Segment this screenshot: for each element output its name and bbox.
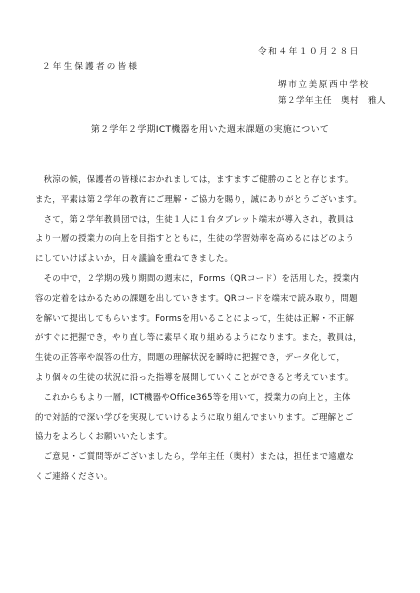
body-line: さて，第２学年教員団では，生徒１人に１台タブレット端末が導入され，教員は [35, 213, 355, 224]
sender-author: 第２学年主任 奥村 雅人 [278, 96, 386, 106]
letter-date: 令和４年１０月２８日 [258, 47, 360, 57]
body-line: 秋涼の候，保護者の皆様におかれましては，ますますご健勝のことと存じます。 [35, 174, 354, 184]
body-line: ご意見・ご質問等がございましたら，学年主任（奥村）または，担任まで遠慮な [35, 451, 355, 462]
body-line: また，平素は第２学年の教育にご理解・ご協力を賜り，誠にありがとうございます。 [35, 193, 363, 204]
letter-title: 第２学年２学期ICT機器を用いた週末課題の実施について [90, 125, 330, 135]
body-line: を解いて提出してもらいます。Formsを用いることによって，生徒は正解・不正解 [35, 312, 355, 323]
body-line: より一層の授業力の向上を目指すとともに，生徒の学習効率を高めるにはどのよう [35, 233, 355, 244]
body-line: がすぐに把握でき，やり直し等に素早く取り組めるようになります。また，教員は， [35, 332, 362, 343]
sender-school: 堺市立美原西中学校 [278, 80, 370, 90]
body-line: これからもより一層，ICT機器やOffice365等を用いて，授業力の向上と，主体 [35, 391, 351, 402]
letter-body [35, 170, 395, 487]
letter-recipient: ２年生保護者の皆様 [42, 62, 140, 72]
body-line: 協力をよろしくお願いいたします。 [35, 431, 173, 442]
body-line: 的で対話的で深い学びを実現していけるように取り組んでまいります。ご理解とご [35, 411, 354, 422]
letter-sender [278, 77, 386, 109]
body-line: より個々の生徒の状況に沿った指導を展開していくことができると考えています。 [35, 371, 354, 382]
body-line: その中で，２学期の残り期間の週末に，Forms（QRコード）を活用した，授業内 [35, 272, 360, 283]
body-line: くご連絡ください。 [35, 470, 113, 481]
body-line: 生徒の正答率や誤答の仕方，問題の理解状況を瞬時に把握でき，データ化して， [35, 352, 345, 363]
body-line: にしていけばよいか，日々議論を重ねてきました。 [35, 253, 234, 264]
body-line: 容の定着をはかるための課題を出していきます。QRコードを端末で読み取り，問題 [35, 292, 358, 303]
